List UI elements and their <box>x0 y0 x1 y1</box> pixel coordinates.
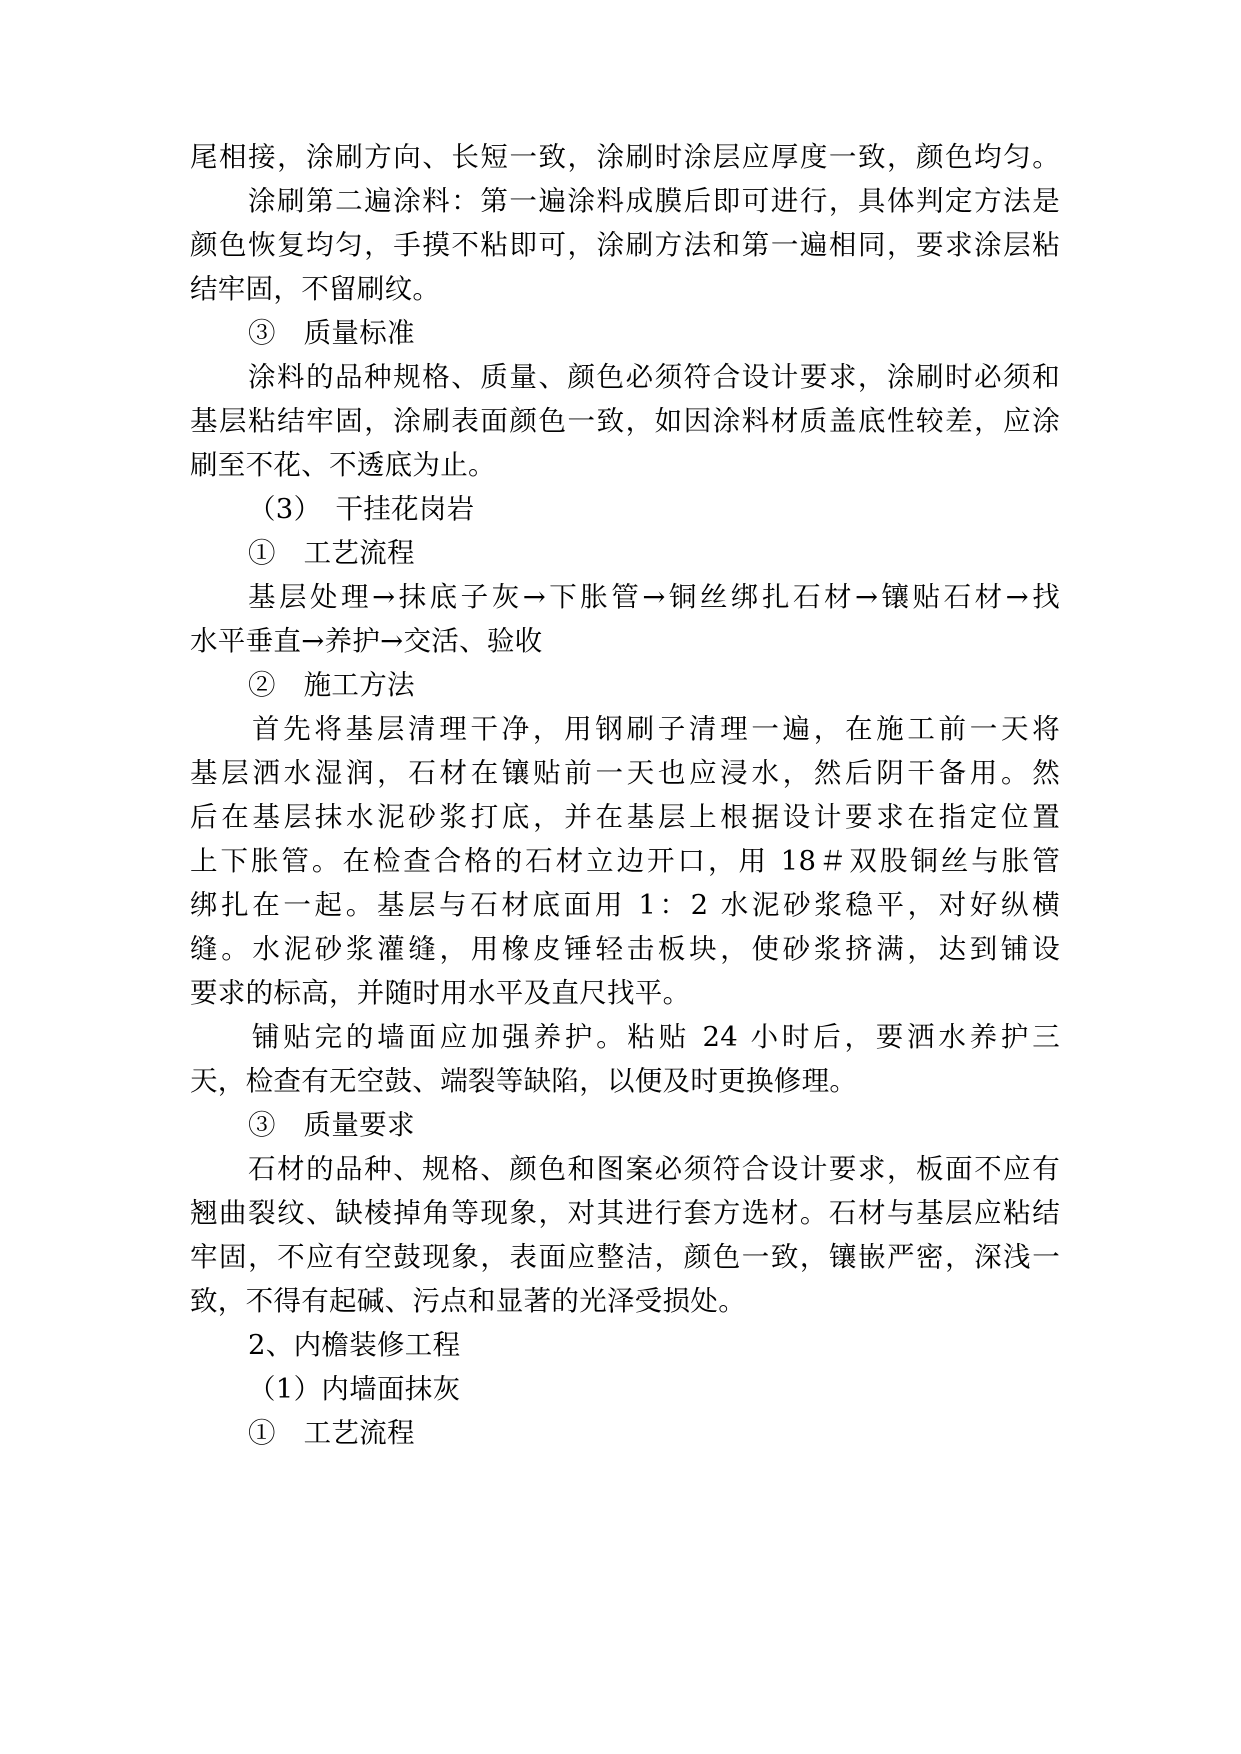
paragraph-line: 后在基层抹水泥砂浆打底，并在基层上根据设计要求在指定位置 <box>190 801 1060 833</box>
paragraph-line: 牢固，不应有空鼓现象，表面应整洁，颜色一致，镶嵌严密，深浅一 <box>190 1241 1060 1273</box>
section-heading: 2、内檐装修工程 <box>248 1329 461 1361</box>
paragraph-line: 基层粘结牢固，涂刷表面颜色一致，如因涂料材质盖底性较差，应涂 <box>190 405 1060 437</box>
paragraph-line: 涂料的品种规格、质量、颜色必须符合设计要求，涂刷时必须和 <box>248 361 1060 393</box>
paragraph-line: 翘曲裂纹、缺棱掉角等现象，对其进行套方选材。石材与基层应粘结 <box>190 1197 1060 1229</box>
paragraph-line: 水平垂直→养护→交活、验收 <box>190 625 543 657</box>
paragraph-line: 颜色恢复均匀，手摸不粘即可，涂刷方法和第一遍相同，要求涂层粘 <box>190 229 1060 261</box>
paragraph-line: 基层洒水湿润，石材在镶贴前一天也应浸水，然后阴干备用。然 <box>190 757 1060 789</box>
section-heading: ① 工艺流程 <box>248 537 415 569</box>
paragraph-line: 基层处理→抹底子灰→下胀管→铜丝绑扎石材→镶贴石材→找 <box>248 581 1060 613</box>
paragraph-line: 刷至不花、不透底为止。 <box>190 449 496 481</box>
paragraph-line: 石材的品种、规格、颜色和图案必须符合设计要求，板面不应有 <box>248 1153 1060 1185</box>
paragraph-line: 致，不得有起碱、污点和显著的光泽受损处。 <box>190 1285 746 1317</box>
paragraph-line: 缝。水泥砂浆灌缝，用橡皮锤轻击板块，使砂浆挤满，达到铺设 <box>190 933 1060 965</box>
section-heading: ③ 质量标准 <box>248 317 415 349</box>
paragraph-line: 铺贴完的墙面应加强养护。粘贴 24 小时后，要洒水养护三 <box>252 1021 1060 1053</box>
paragraph-line: 天，检查有无空鼓、端裂等缺陷，以便及时更换修理。 <box>190 1065 858 1097</box>
paragraph-line: 尾相接，涂刷方向、长短一致，涂刷时涂层应厚度一致，颜色均匀。 <box>190 141 1060 173</box>
paragraph-line: 上下胀管。在检查合格的石材立边开口，用 18＃双股铜丝与胀管 <box>190 845 1060 877</box>
section-heading: ③ 质量要求 <box>248 1109 415 1141</box>
section-heading: （1）内墙面抹灰 <box>248 1373 461 1405</box>
paragraph-line: 要求的标高，并随时用水平及直尺找平。 <box>190 977 691 1009</box>
section-heading: ② 施工方法 <box>248 669 415 701</box>
section-heading: （3） 干挂花岗岩 <box>248 493 475 525</box>
paragraph-line: 结牢固，不留刷纹。 <box>190 273 441 305</box>
paragraph-line: 首先将基层清理干净，用钢刷子清理一遍，在施工前一天将 <box>252 713 1060 745</box>
paragraph-line: 绑扎在一起。基层与石材底面用 1：2 水泥砂浆稳平，对好纵横 <box>190 889 1060 921</box>
section-heading: ① 工艺流程 <box>248 1417 415 1449</box>
paragraph-line: 涂刷第二遍涂料：第一遍涂料成膜后即可进行，具体判定方法是 <box>248 185 1060 217</box>
